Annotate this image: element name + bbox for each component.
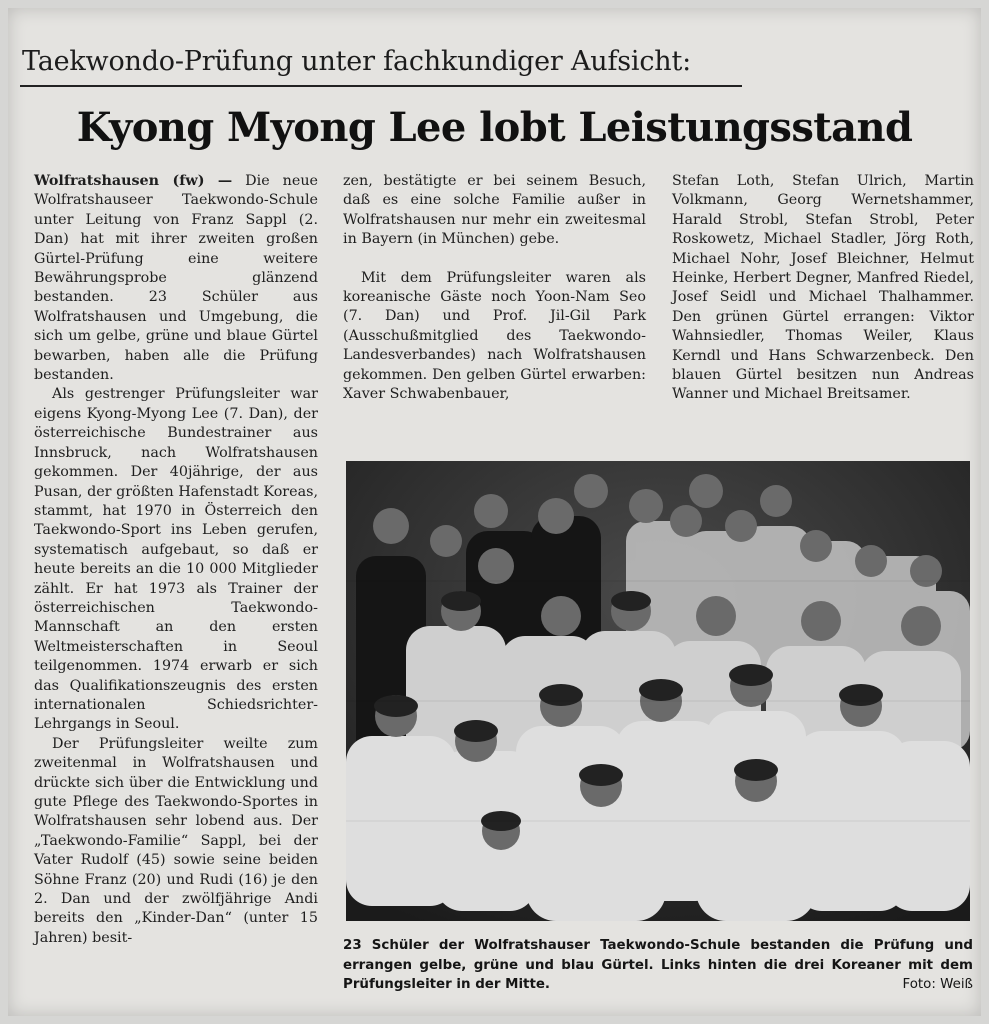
article-paragraph: Mit dem Prüfungsleiter waren als koreanische Gäste noch Yoon-Nam Seo (7. Dan) und Prof. Jil-Gil Park (Ausschußmitglied des Taekwondo-Landesverbandes) nach Wolfratshausen gekommen. Den gelben Gürtel erwarben: Xaver Schwabenbauer, [343,269,646,403]
article-paragraph [34,172,318,385]
group-photo [346,461,970,921]
group-photo-illustration [346,461,970,921]
article-kicker: Taekwondo-Prüfung unter fachkundiger Aufsicht: [22,46,692,77]
article-paragraph: Stefan Loth, Stefan Ulrich, Martin Volkmann, Georg Wernetshammer, Harald Strobl, Stefan Strobl, Peter Roskowetz, Michael Stadler, Jörg Roth, Michael Nohr, Josef Bleichner, Helmut Heinke, Herbert Degner, Manfred Riedel, Josef Seidl und Michael Thalhammer. Den grünen Gürtel errangen: Viktor Wahnsiedler, Thomas Weiler, Klaus Kerndl und Hans Schwarzenbeck. Den blauen Gürtel besitzen nun Andreas Wanner und Michael Breitsamer. [672,173,974,403]
article-paragraph: Der Prüfungsleiter weilte zum zweitenmal in Wolfratshausen und drückte sich über die Entwicklung und gute Pflege des Taekwondo-Sportes in Wolfratshausen sehr lobend aus. Der „Taekwondo-Familie“ Sappl, bei der Vater Rudolf (45) sowie seine beiden Söhne Franz (20) und Rudi (16) je den 2. Dan und der zwölfjährige Andi bereits den „Kinder-Dan“ (unter 15 Jahren) besit- [34,735,318,946]
article-paragraph: Als gestrenger Prüfungsleiter war eigens Kyong-Myong Lee (7. Dan), der österreichische Bundestrainer aus Innsbruck, nach Wolfratshausen gekommen. Der 40jährige, der aus Pusan, der größten Hafenstadt Koreas, stammt, hat 1970 in Österreich den Taekwondo-Sport ins Leben gerufen, systematisch aufgebaut, so daß er heute bereits an die 10 000 Mitglieder zählt. Er hat 1973 als Trainer der österreichischen Taekwondo-Mannschaft an den ersten Weltmeisterschaften in Seoul teilgenommen. 1974 erwarb er sich das Qualifikationszeugnis des ersten internationalen Schiedsrichter-Lehrgangs in Seoul. [34,386,318,733]
article-paragraph: zen, bestätigte er bei seinem Besuch, daß es eine solche Familie außer in Wolfratshausen nur mehr ein zweitesmal in Bayern (in München) gebe. [343,173,646,248]
kicker-underline [20,85,742,87]
article-column-2 [343,172,646,404]
article-column-1 [34,172,318,948]
dateline: Wolfratshausen (fw) — [34,173,233,189]
paragraph-text: Die neue Wolfratshauseer Taekwondo-Schule unter Leitung von Franz Sappl (2. Dan) hat mit ihrer zweiten großen Gürtel-Prüfung eine weitere Bewährungsprobe glänzend bestanden. 23 Schüler aus Wolfratshausen und Umgebung, die sich um gelbe, grüne und blaue Gürtel bewarben, haben alle die Prüfung bestanden. [34,173,318,384]
article-column-3 [672,172,974,405]
article-headline: Kyong Myong Lee lobt Leistungsstand [76,104,913,151]
photo-caption [343,936,973,995]
photo-credit: Foto: Weiß [902,977,973,993]
caption-text: 23 Schüler der Wolfratshauser Taekwondo-Schule bestanden die Prüfung und errangen gelbe, grüne und blau Gürtel. Links hinten die drei Koreaner mit dem Prüfungsleiter in der Mitte. [343,938,973,993]
